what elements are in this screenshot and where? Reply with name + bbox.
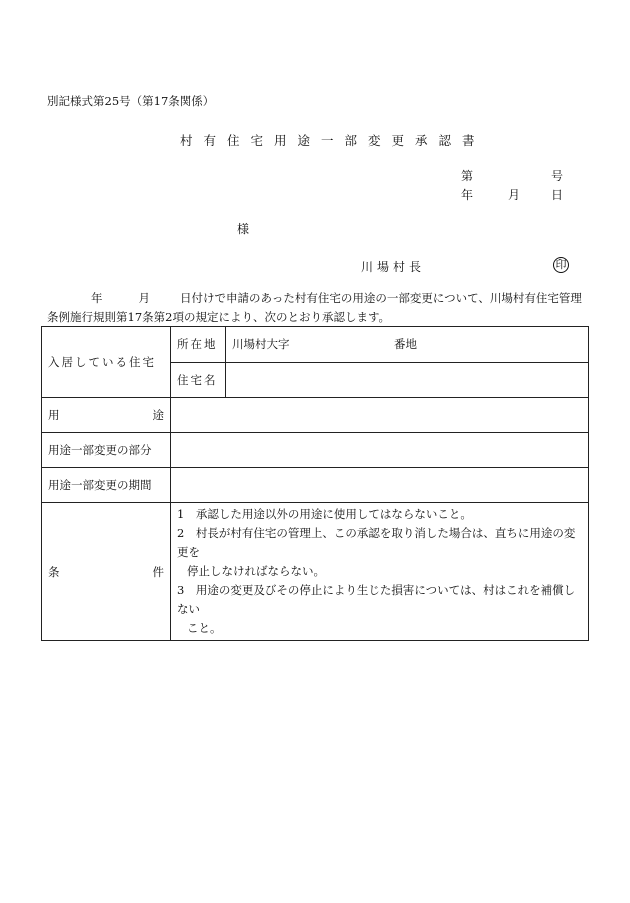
condition-item-2: 2 村長が村有住宅の管理上、この承認を取り消した場合は、直ちに用途の変更を	[177, 526, 576, 559]
location-label: 所在地	[171, 327, 226, 363]
issuer-name: 川場村長	[361, 260, 426, 274]
condition-item-3-cont: こと。	[187, 621, 222, 635]
location-banchi: 番地	[394, 337, 417, 351]
body-line-1-text: 日付けで申請のあった村有住宅の用途の一部変更について、川場村有住宅管理	[180, 291, 582, 305]
date-day-label: 日	[551, 188, 564, 202]
seal-mark: 印	[553, 257, 569, 273]
house-name-label: 住宅名	[171, 362, 226, 398]
location-field[interactable]	[226, 327, 589, 363]
house-name-field[interactable]	[226, 362, 589, 398]
residence-label: 入居している住宅	[42, 327, 171, 398]
body-year-label: 年	[91, 291, 103, 305]
use-label	[42, 398, 171, 433]
approval-table	[41, 326, 589, 641]
use-label-2: 途	[152, 408, 164, 422]
body-line-2: 条例施行規則第17条第2項の規定により、次のとおり承認します。	[47, 310, 391, 324]
addressee-suffix: 様	[237, 222, 250, 236]
change-period-field[interactable]	[171, 468, 589, 503]
form-reference: 別記様式第25号（第17条関係）	[47, 94, 215, 108]
use-label-1: 用	[48, 408, 60, 422]
conditions-label-2: 件	[152, 564, 164, 579]
date-month-label: 月	[508, 188, 521, 202]
condition-item-3: 3 用途の変更及びその停止により生じた損害については、村はこれを補償しない	[177, 583, 576, 616]
change-part-field[interactable]	[171, 433, 589, 468]
conditions-text	[171, 503, 589, 641]
conditions-label-1: 条	[48, 564, 60, 579]
body-month-label: 月	[138, 291, 150, 305]
date-year-label: 年	[461, 188, 474, 202]
change-part-label: 用途一部変更の部分	[42, 433, 171, 468]
conditions-label	[42, 503, 171, 641]
body-line-1	[47, 290, 582, 306]
change-period-label: 用途一部変更の期間	[42, 468, 171, 503]
use-field[interactable]	[171, 398, 589, 433]
number-suffix: 号	[551, 169, 564, 183]
document-title: 村有住宅用途一部変更承認書	[180, 133, 486, 148]
number-prefix: 第	[461, 169, 474, 183]
location-village: 川場村大字	[232, 337, 290, 351]
condition-item-2-cont: 停止しなければならない。	[187, 564, 325, 578]
condition-item-1: 1 承認した用途以外の用途に使用してはならないこと。	[177, 507, 472, 521]
